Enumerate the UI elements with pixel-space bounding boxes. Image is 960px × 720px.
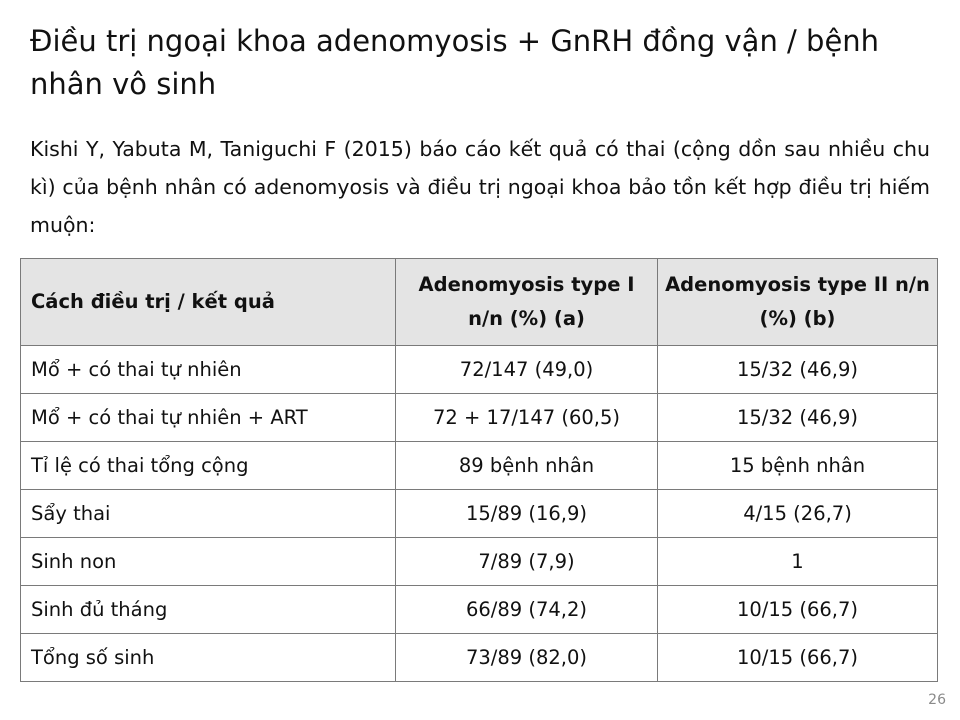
- results-table: [20, 258, 938, 682]
- type-1-value: 15/89 (16,9): [396, 490, 658, 538]
- type-1-value: 66/89 (74,2): [396, 586, 658, 634]
- type-1-value: 89 bệnh nhân: [396, 442, 658, 490]
- table-row: [21, 538, 938, 586]
- type-2-value: 15/32 (46,9): [658, 346, 938, 394]
- table-row: [21, 394, 938, 442]
- row-label: Sinh non: [21, 538, 396, 586]
- type-2-value: 1: [658, 538, 938, 586]
- row-label: Sẩy thai: [21, 490, 396, 538]
- header-type-2: Adenomyosis type II n/n (%) (b): [658, 259, 938, 346]
- table-row: [21, 586, 938, 634]
- row-label: Tỉ lệ có thai tổng cộng: [21, 442, 396, 490]
- page-number: 26: [928, 692, 946, 708]
- row-label: Tổng số sinh: [21, 634, 396, 682]
- type-2-value: 4/15 (26,7): [658, 490, 938, 538]
- intro-paragraph: Kishi Y, Yabuta M, Taniguchi F (2015) báo cáo kết quả có thai (cộng dồn sau nhiều chu kì) của bệnh nhân có adenomyosis và điều trị ngoại khoa bảo tồn kết hợp điều trị hiếm muộn:: [30, 137, 930, 237]
- type-1-value: 72 + 17/147 (60,5): [396, 394, 658, 442]
- type-2-value: 15/32 (46,9): [658, 394, 938, 442]
- row-label: Sinh đủ tháng: [21, 586, 396, 634]
- table-row: [21, 346, 938, 394]
- table-header-row: [21, 259, 938, 346]
- table-row: [21, 490, 938, 538]
- row-label: Mổ + có thai tự nhiên + ART: [21, 394, 396, 442]
- type-2-value: 10/15 (66,7): [658, 634, 938, 682]
- type-1-value: 72/147 (49,0): [396, 346, 658, 394]
- slide-title: Điều trị ngoại khoa adenomyosis + GnRH đồng vận / bệnh nhân vô sinh: [30, 24, 880, 101]
- header-type-1: Adenomyosis type I n/n (%) (a): [396, 259, 658, 346]
- type-2-value: 10/15 (66,7): [658, 586, 938, 634]
- table-row: [21, 634, 938, 682]
- type-1-value: 73/89 (82,0): [396, 634, 658, 682]
- row-label: Mổ + có thai tự nhiên: [21, 346, 396, 394]
- type-1-value: 7/89 (7,9): [396, 538, 658, 586]
- header-treatment: Cách điều trị / kết quả: [21, 259, 396, 346]
- type-2-value: 15 bệnh nhân: [658, 442, 938, 490]
- table-row: [21, 442, 938, 490]
